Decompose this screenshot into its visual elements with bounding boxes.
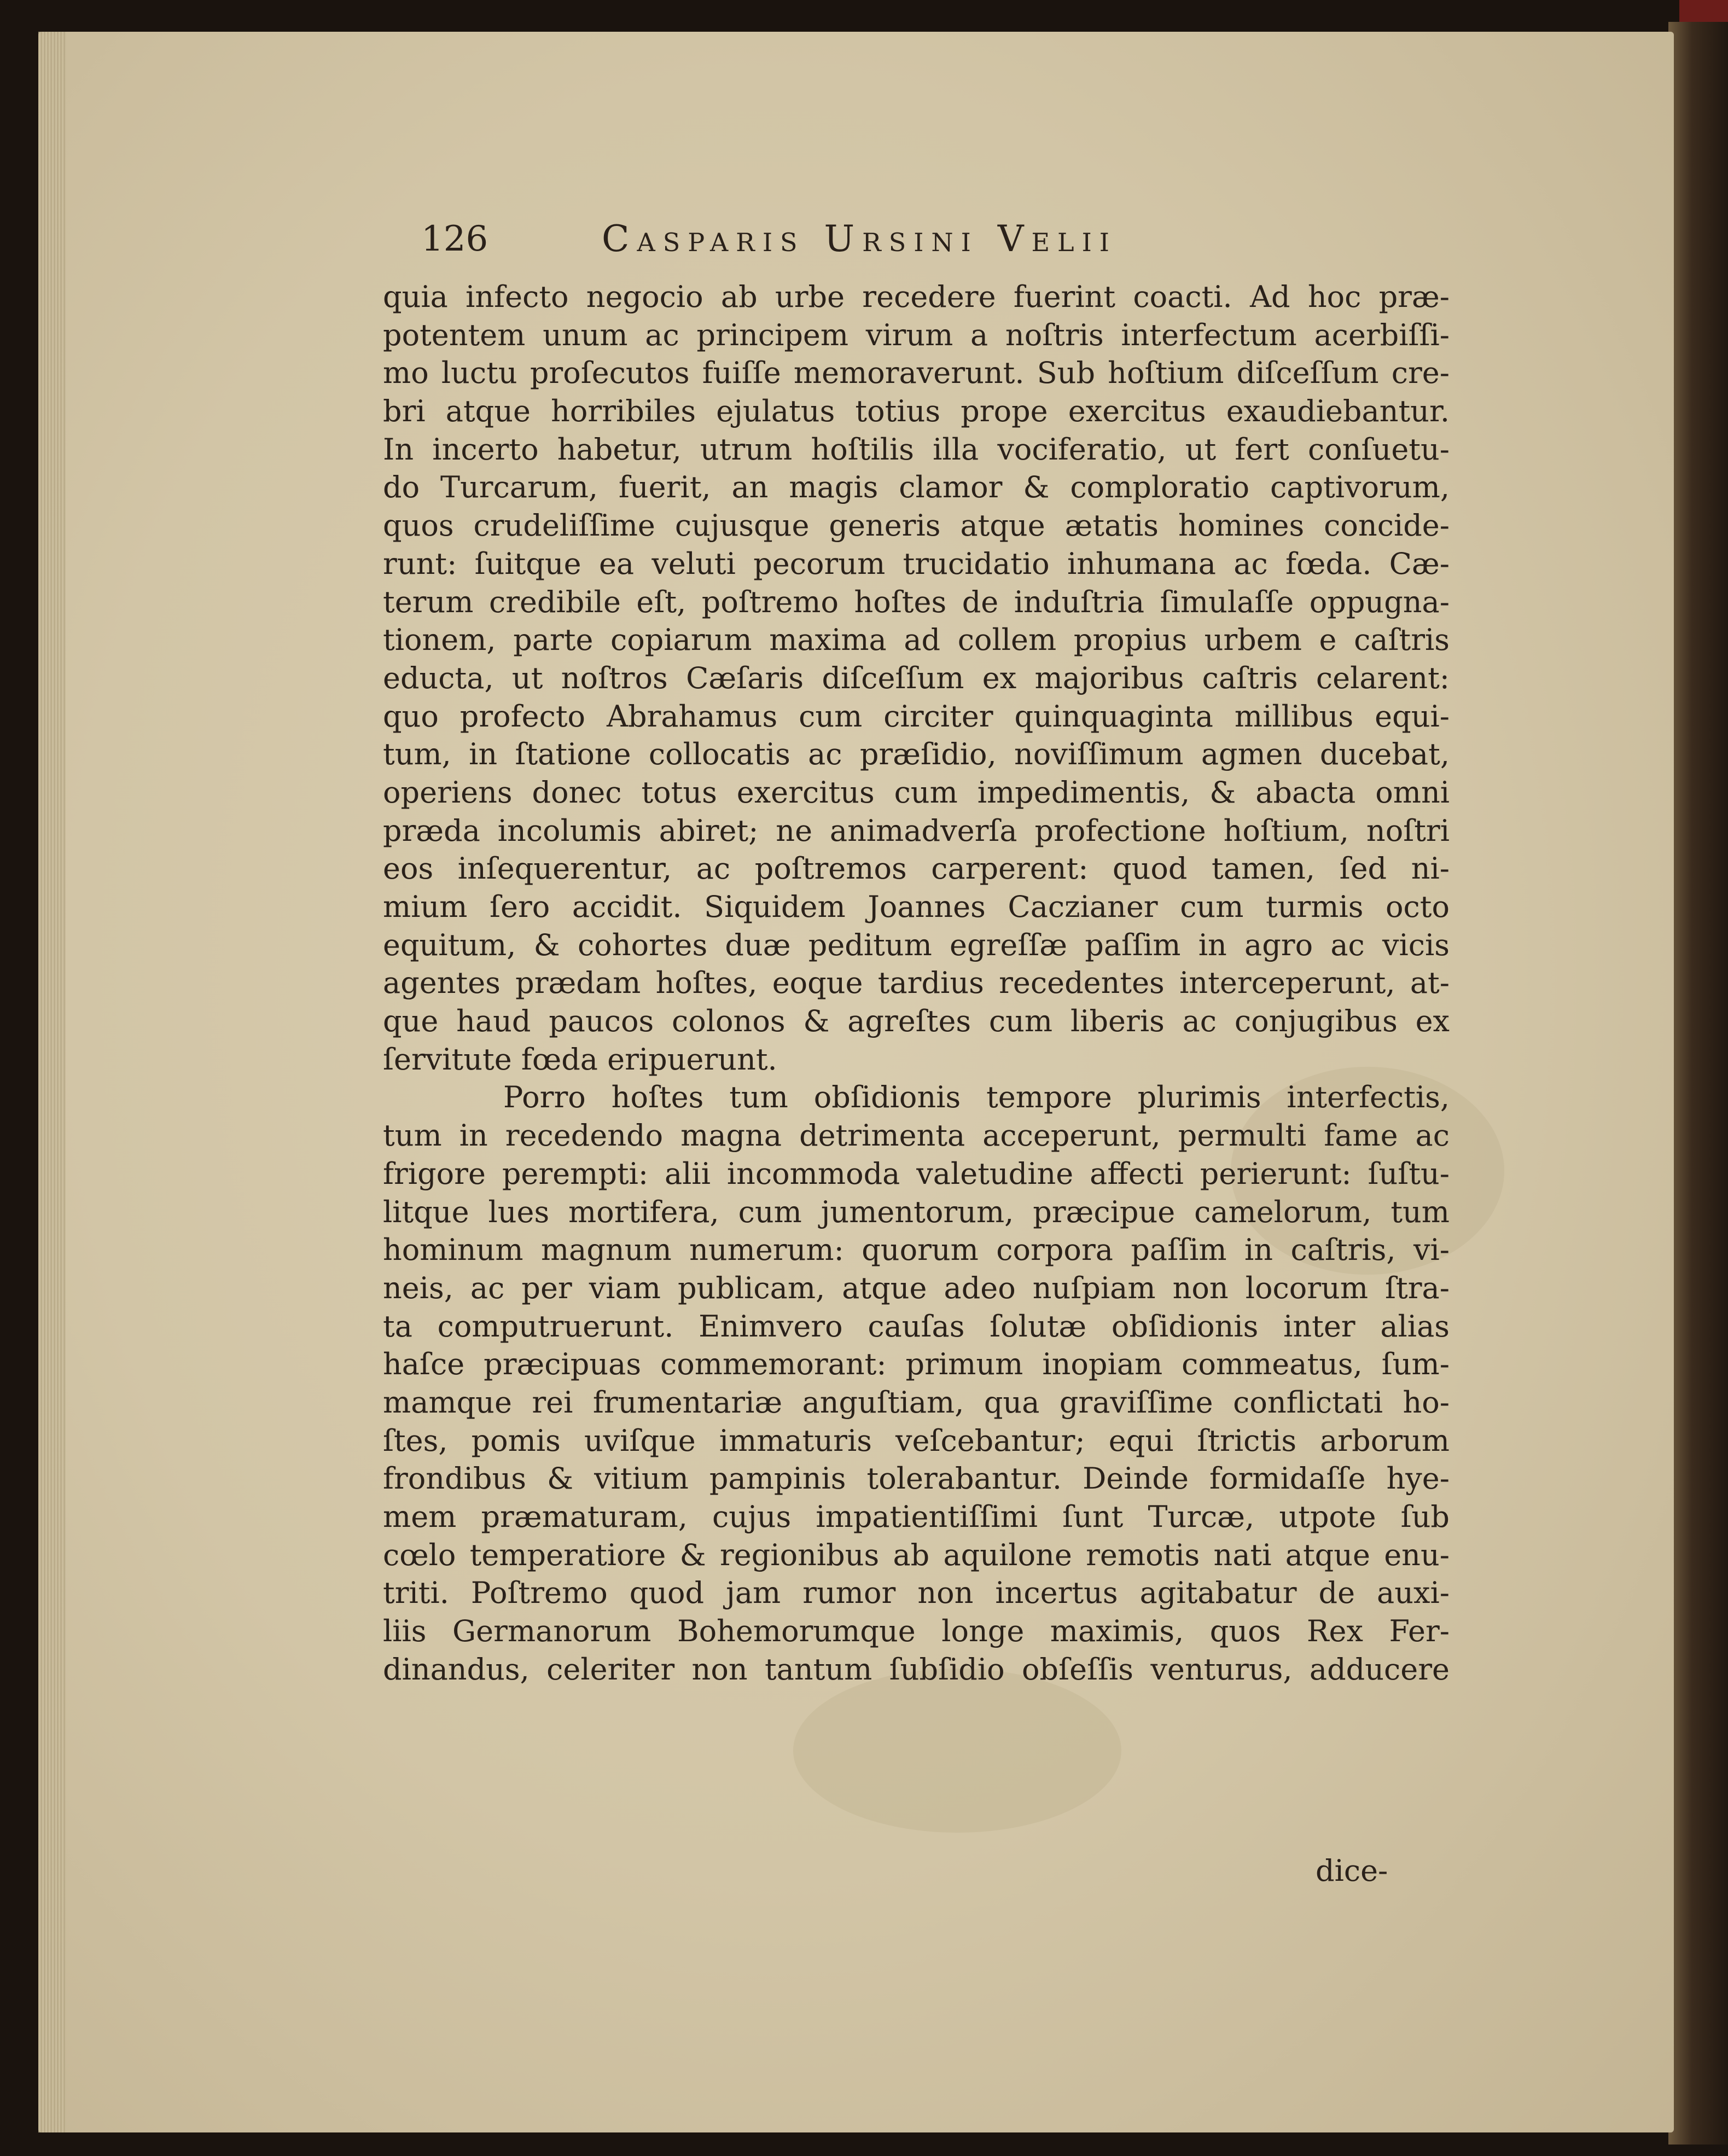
catchword: dice- [1316, 1853, 1388, 1888]
text-line: haſce præcipuas commemorant: primum inopiam commeatus, ſum- [383, 1347, 1450, 1382]
page-edges [38, 32, 66, 2132]
text-line: tionem, parte copiarum maxima ad collem propius urbem e caſtris [383, 623, 1450, 658]
text-line: do Turcarum, fuerit, an magis clamor & comploratio captivorum, [383, 470, 1450, 505]
text-line: tum, in ſtatione collocatis ac præſidio, noviſſimum agmen ducebat, [383, 737, 1450, 772]
text-line: equitum, & cohortes duæ peditum egreſſæ paſſim in agro ac vicis [383, 927, 1450, 962]
text-line: præda incolumis abiret; ne animadverſa profectione hoſtium, noſtri [383, 813, 1450, 848]
text-line: dinandus, celeriter non tantum ſubſidio obſeſſis venturus, adducere [383, 1652, 1450, 1687]
text-line: bri atque horribiles ejulatus totius prope exercitus exaudiebantur. [383, 394, 1450, 429]
text-line: frondibus & vitium pampinis tolerabantur. Deinde formidaſſe hye- [383, 1461, 1450, 1496]
text-line: agentes prædam hoſtes, eoque tardius recedentes interceperunt, at- [383, 966, 1450, 1001]
text-line: mium ſero accidit. Siquidem Joannes Caczianer cum turmis octo [383, 890, 1450, 924]
text-line: eos inſequerentur, ac poſtremos carperent: quod tamen, ſed ni- [383, 851, 1450, 886]
page-number: 126 [421, 219, 488, 259]
text-line: quo profecto Abrahamus cum circiter quinquaginta millibus equi- [383, 699, 1450, 734]
paragraph-1 [383, 278, 1450, 1078]
text-line: In incerto habetur, utrum hoſtilis illa vociferatio, ut fert conſuetu- [383, 432, 1450, 467]
text-line: neis, ac per viam publicam, atque adeo nuſpiam non locorum ſtra- [383, 1270, 1450, 1305]
text-line: educta, ut noſtros Cæſaris diſceſſum ex majoribus caſtris celarent: [383, 660, 1450, 695]
text-line: hominum magnum numerum: quorum corpora paſſim in caſtris, vi- [383, 1233, 1450, 1268]
text-line: cœlo temperatiore & regionibus ab aquilone remotis nati atque enu- [383, 1537, 1450, 1572]
running-title: Casparis Ursini Velii [602, 218, 1117, 260]
text-line: que haud paucos colonos & agreſtes cum liberis ac conjugibus ex [383, 1004, 1450, 1039]
text-line: quos crudeliſſime cujusque generis atque ætatis homines concide- [383, 508, 1450, 543]
text-line: tum in recedendo magna detrimenta acceperunt, permulti fame ac [383, 1118, 1450, 1153]
text-line: mamque rei frumentariæ anguſtiam, qua graviſſime conflictati ho- [383, 1385, 1450, 1420]
text-line: runt: ſuitque ea veluti pecorum trucidatio inhumana ac fœda. Cæ- [383, 546, 1450, 581]
text-line: quia infecto negocio ab urbe recedere fuerint coacti. Ad hoc præ- [383, 280, 1450, 314]
paper-stain [793, 1669, 1121, 1833]
text-line: ſervitute fœda eripuerunt. [383, 1042, 777, 1077]
text-line: liis Germanorum Bohemorumque longe maximis, quos Rex Fer- [383, 1614, 1450, 1649]
text-line: mo luctu proſecutos fuiſſe memoraverunt. Sub hoſtium diſceſſum cre- [383, 356, 1450, 391]
text-line: litque lues mortifera, cum jumentorum, præcipue camelorum, tum [383, 1194, 1450, 1229]
body-text [383, 278, 1450, 1688]
text-line: triti. Poſtremo quod jam rumor non incertus agitabatur de auxi- [383, 1576, 1450, 1611]
text-line: ſtes, pomis uviſque immaturis veſcebantur; equi ſtrictis arborum [383, 1423, 1450, 1458]
text-line: ta computruerunt. Enimvero cauſas ſolutæ obſidionis inter alias [383, 1309, 1450, 1344]
paragraph-2 [383, 1078, 1450, 1688]
text-line: terum credibile eſt, poſtremo hoſtes de induſtria ſimulaſſe oppugna- [383, 584, 1450, 619]
text-line: mem præmaturam, cujus impatientiſſimi ſunt Turcæ, utpote ſub [383, 1500, 1450, 1534]
text-line: potentem unum ac principem virum a noſtris interfectum acerbiſſi- [383, 317, 1450, 352]
text-line: frigore perempti: alii incommoda valetudine affecti perierunt: ſuſtu- [383, 1156, 1450, 1191]
book-spine [1668, 22, 1728, 2145]
text-line: Porro hoſtes tum obſidionis tempore plurimis interfectis, [503, 1080, 1450, 1115]
text-line: operiens donec totus exercitus cum impedimentis, & abacta omni [383, 775, 1450, 810]
